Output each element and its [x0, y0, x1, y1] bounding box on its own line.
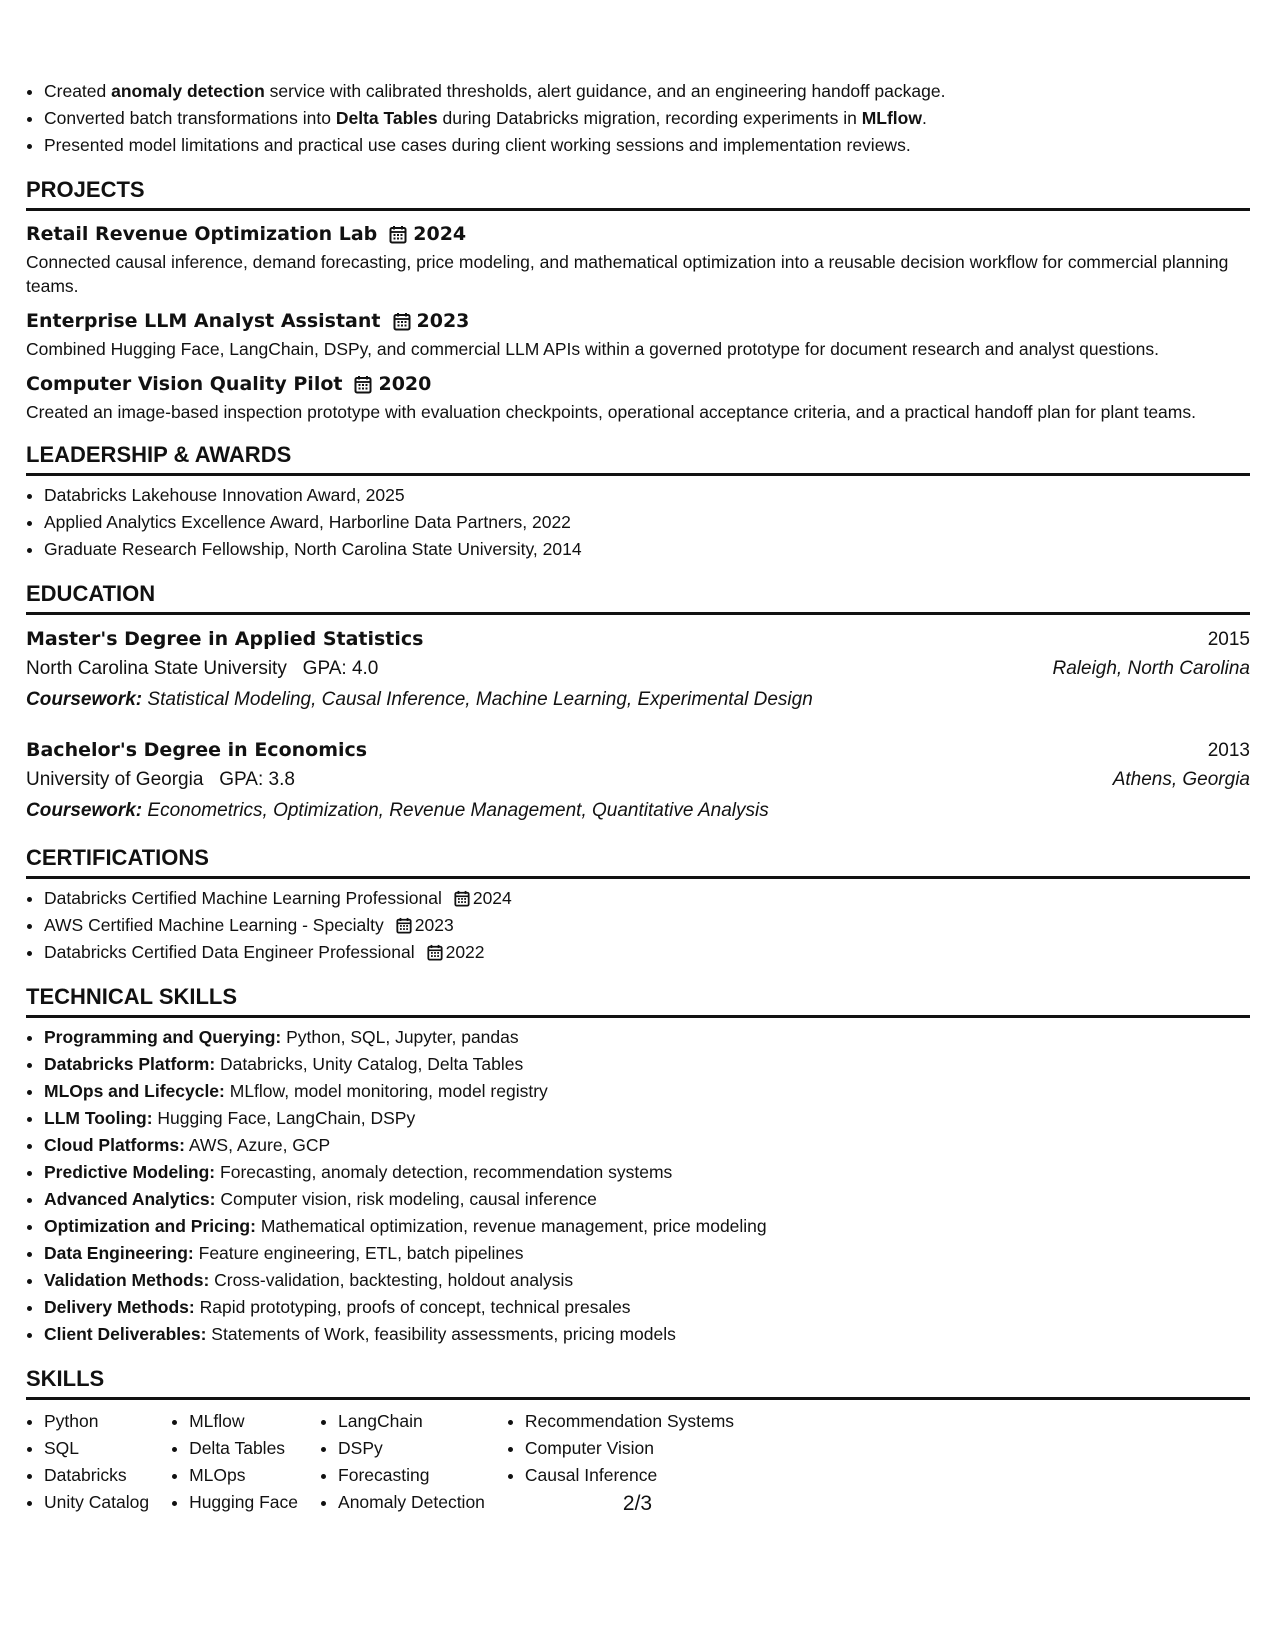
- list-item: • LangChain: [338, 1408, 485, 1435]
- list-item: [44, 885, 1250, 912]
- project-description: Created an image-based inspection prototype with evaluation checkpoints, operational acceptance criteria, and a practical handoff plan for plant teams.: [26, 402, 1196, 422]
- calendar-icon: [354, 375, 372, 394]
- project-year: 2020: [378, 373, 432, 395]
- list-item: • MLOps and Lifecycle: MLflow, model monitoring, model registry: [44, 1078, 1250, 1105]
- project-description: Combined Hugging Face, LangChain, DSPy, and commercial LLM APIs within a governed prototype for document research and analyst questions.: [26, 339, 1159, 359]
- gpa: GPA: 4.0: [302, 658, 379, 679]
- list-item: • Python: [44, 1408, 149, 1435]
- list-item: • Presented model limitations and practical use cases during client working sessions and implementation reviews.: [44, 132, 1250, 159]
- section-heading-technical-skills: TECHNICAL SKILLS: [26, 983, 1250, 1018]
- list-item: • Graduate Research Fellowship, North Carolina State University, 2014: [44, 536, 1250, 563]
- section-heading-projects: PROJECTS: [26, 176, 1250, 211]
- list-item: • Delta Tables: [189, 1435, 298, 1462]
- list-item: • Created anomaly detection service with calibrated thresholds, alert guidance, and an engineering handoff package.: [44, 78, 1250, 105]
- degree-title: Bachelor's Degree in Economics: [26, 739, 368, 761]
- education-item: [26, 625, 1250, 716]
- list-item: • Databricks Lakehouse Innovation Award, 2025: [44, 482, 1250, 509]
- list-item: • Applied Analytics Excellence Award, Harborline Data Partners, 2022: [44, 509, 1250, 536]
- project-year: 2023: [416, 310, 470, 332]
- list-item: • Cloud Platforms: AWS, Azure, GCP: [44, 1132, 1250, 1159]
- calendar-icon: [393, 312, 411, 331]
- list-item: • Advanced Analytics: Computer vision, risk modeling, causal inference: [44, 1186, 1250, 1213]
- certifications-list: [26, 885, 1250, 966]
- list-item: • Databricks: [44, 1462, 149, 1489]
- certification-year: 2022: [445, 942, 485, 962]
- project-title: Computer Vision Quality Pilot: [26, 373, 343, 395]
- project-description: Connected causal inference, demand forecasting, price modeling, and mathematical optimization into a reusable decision workflow for commercial planning teams.: [26, 252, 1229, 296]
- technical-skills-list: [26, 1024, 1250, 1348]
- certification-year: 2024: [472, 888, 512, 908]
- project-title: Enterprise LLM Analyst Assistant: [26, 310, 381, 332]
- page-number: 2/3: [622, 1492, 653, 1515]
- section-heading-certifications: CERTIFICATIONS: [26, 844, 1250, 879]
- gpa: GPA: 3.8: [219, 769, 295, 790]
- list-item: • DSPy: [338, 1435, 485, 1462]
- coursework: Coursework: Statistical Modeling, Causal Inference, Machine Learning, Experimental Design: [26, 689, 813, 710]
- project-title: Retail Revenue Optimization Lab: [26, 223, 378, 245]
- project-year: 2024: [413, 223, 467, 245]
- education-item: [26, 736, 1250, 827]
- resume-page: [26, 78, 1250, 1516]
- project-item: [26, 221, 1250, 298]
- list-item: • MLflow: [189, 1408, 298, 1435]
- list-item: • SQL: [44, 1435, 149, 1462]
- certification-name: • Databricks Certified Machine Learning Professional: [44, 888, 442, 908]
- list-item: • Delivery Methods: Rapid prototyping, proofs of concept, technical presales: [44, 1294, 1250, 1321]
- section-heading-education: EDUCATION: [26, 580, 1250, 615]
- list-item: • Causal Inference: [525, 1462, 734, 1489]
- list-item: • Hugging Face: [189, 1489, 298, 1516]
- list-item: • Predictive Modeling: Forecasting, anomaly detection, recommendation systems: [44, 1159, 1250, 1186]
- list-item: • Databricks Platform: Databricks, Unity Catalog, Delta Tables: [44, 1051, 1250, 1078]
- list-item: • MLOps: [189, 1462, 298, 1489]
- list-item: • Unity Catalog: [44, 1489, 149, 1516]
- certification-name: • Databricks Certified Data Engineer Professional: [44, 942, 415, 962]
- list-item: • Validation Methods: Cross-validation, backtesting, holdout analysis: [44, 1267, 1250, 1294]
- school-location: Raleigh, North Carolina: [1052, 658, 1250, 679]
- list-item: • Converted batch transformations into Delta Tables during Databricks migration, recording experiments in MLflow.: [44, 105, 1250, 132]
- school-name: University of Georgia: [26, 769, 204, 790]
- calendar-icon: [396, 917, 412, 934]
- project-item: [26, 371, 1250, 424]
- list-item: • Data Engineering: Feature engineering, ETL, batch pipelines: [44, 1240, 1250, 1267]
- coursework: Coursework: Econometrics, Optimization, Revenue Management, Quantitative Analysis: [26, 800, 769, 821]
- list-item: • Computer Vision: [525, 1435, 734, 1462]
- project-item: [26, 308, 1250, 361]
- list-item: • Programming and Querying: Python, SQL, Jupyter, pandas: [44, 1024, 1250, 1051]
- section-heading-skills: SKILLS: [26, 1365, 1250, 1400]
- calendar-icon: [454, 890, 470, 907]
- certification-year: 2023: [414, 915, 454, 935]
- degree-title: Master's Degree in Applied Statistics: [26, 628, 424, 650]
- list-item: [44, 912, 1250, 939]
- list-item: • Client Deliverables: Statements of Work, feasibility assessments, pricing models: [44, 1321, 1250, 1348]
- calendar-icon: [427, 944, 443, 961]
- school-name: North Carolina State University: [26, 658, 287, 679]
- list-item: • Forecasting: [338, 1462, 485, 1489]
- awards-list: [26, 482, 1250, 563]
- list-item: • Recommendation Systems: [525, 1408, 734, 1435]
- section-heading-awards: LEADERSHIP & AWARDS: [26, 441, 1250, 476]
- certification-name: • AWS Certified Machine Learning - Specialty: [44, 915, 384, 935]
- list-item: • Anomaly Detection: [338, 1489, 485, 1516]
- school-location: Athens, Georgia: [1112, 769, 1250, 790]
- graduation-year: 2013: [1207, 740, 1250, 761]
- graduation-year: 2015: [1207, 629, 1250, 650]
- list-item: • LLM Tooling: Hugging Face, LangChain, DSPy: [44, 1105, 1250, 1132]
- experience-bullets: [26, 78, 1250, 159]
- calendar-icon: [389, 225, 407, 244]
- list-item: • Optimization and Pricing: Mathematical optimization, revenue management, price modeling: [44, 1213, 1250, 1240]
- list-item: [44, 939, 1250, 966]
